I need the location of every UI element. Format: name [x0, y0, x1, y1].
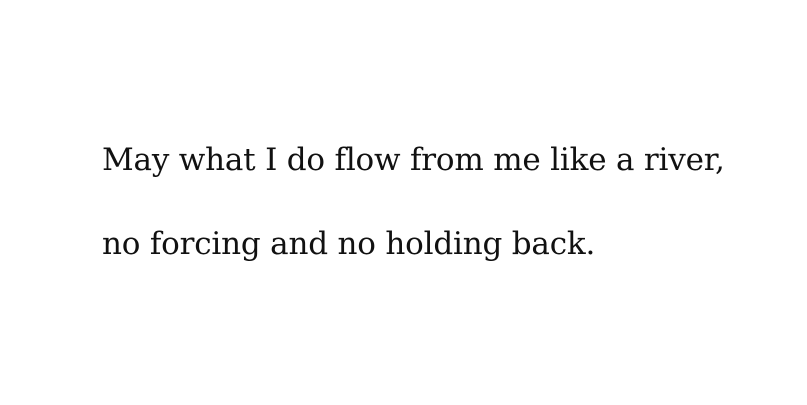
- quote-block: [102, 138, 782, 266]
- quote-line-1: May what I do flow from me like a river,: [102, 142, 725, 178]
- quote-line-2: no forcing and no holding back.: [102, 226, 596, 262]
